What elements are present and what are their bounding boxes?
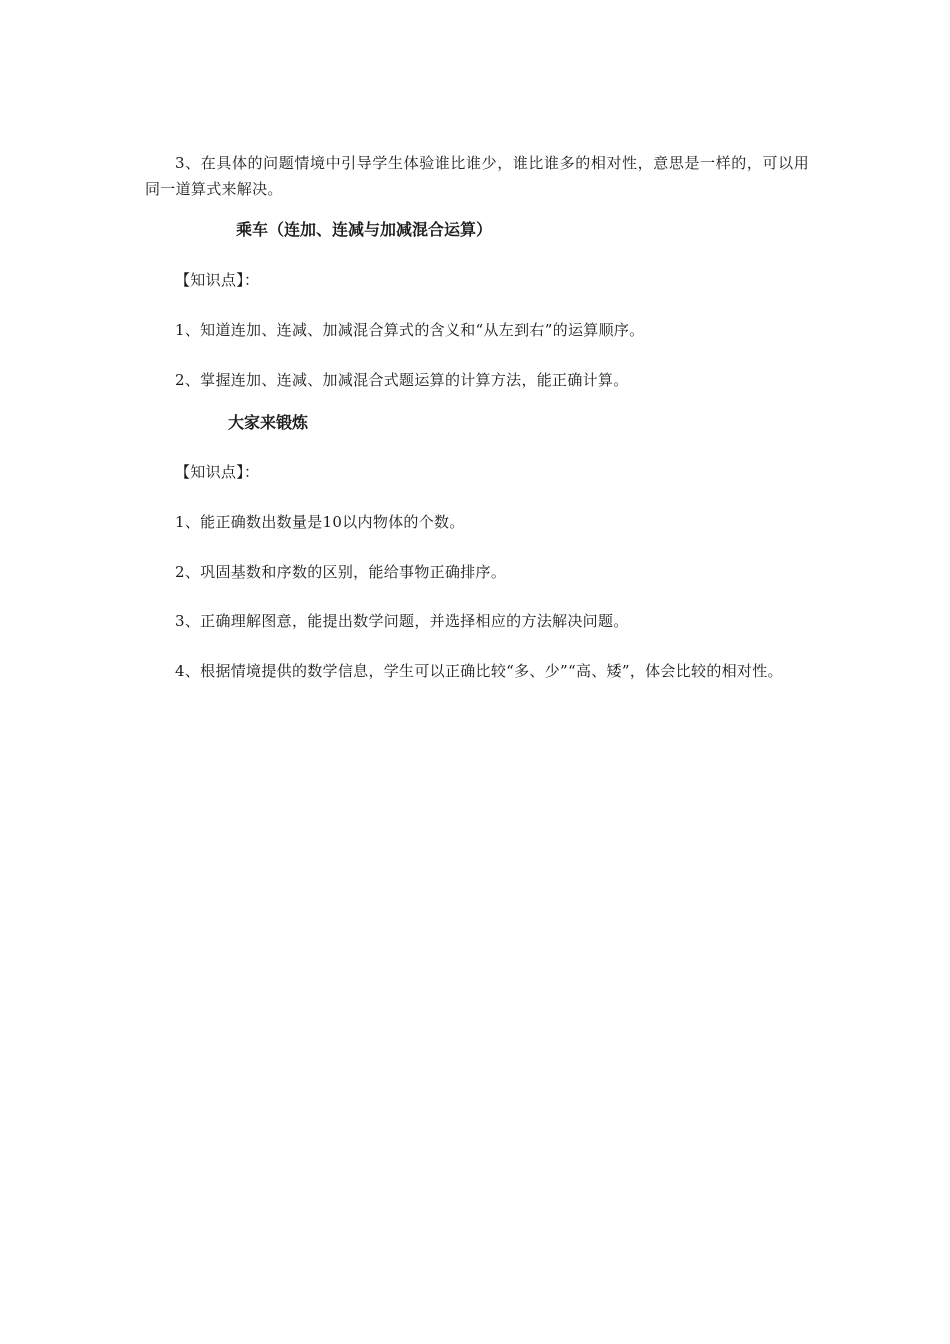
section-title-ride: 乘车（连加、连减与加减混合运算）	[236, 220, 493, 239]
exercise-knowledge-label: 【知识点】：	[175, 463, 260, 481]
prev-section-item-3: 3、在具体的问题情境中引导学生体验谁比谁少，谁比谁多的相对性，意思是一样的，可以用同一道算式来解决。	[145, 154, 809, 198]
ride-knowledge-label: 【知识点】：	[175, 271, 260, 289]
section-title-exercise: 大家来锻炼	[228, 413, 309, 432]
ride-item-2: 2、掌握连加、连减、加减混合式题运算的计算方法，能正确计算。	[175, 371, 629, 389]
exercise-item-3: 3、正确理解图意，能提出数学问题，并选择相应的方法解决问题。	[175, 612, 629, 630]
exercise-item-4: 4、根据情境提供的数学信息，学生可以正确比较“多、少”“高、矮”，体会比较的相对性。	[175, 662, 783, 680]
exercise-item-1: 1、能正确数出数量是10以内物体的个数。	[175, 513, 465, 531]
ride-item-1: 1、知道连加、连减、加减混合算式的含义和“从左到右”的运算顺序。	[175, 321, 645, 339]
exercise-item-2: 2、巩固基数和序数的区别，能给事物正确排序。	[175, 563, 507, 581]
